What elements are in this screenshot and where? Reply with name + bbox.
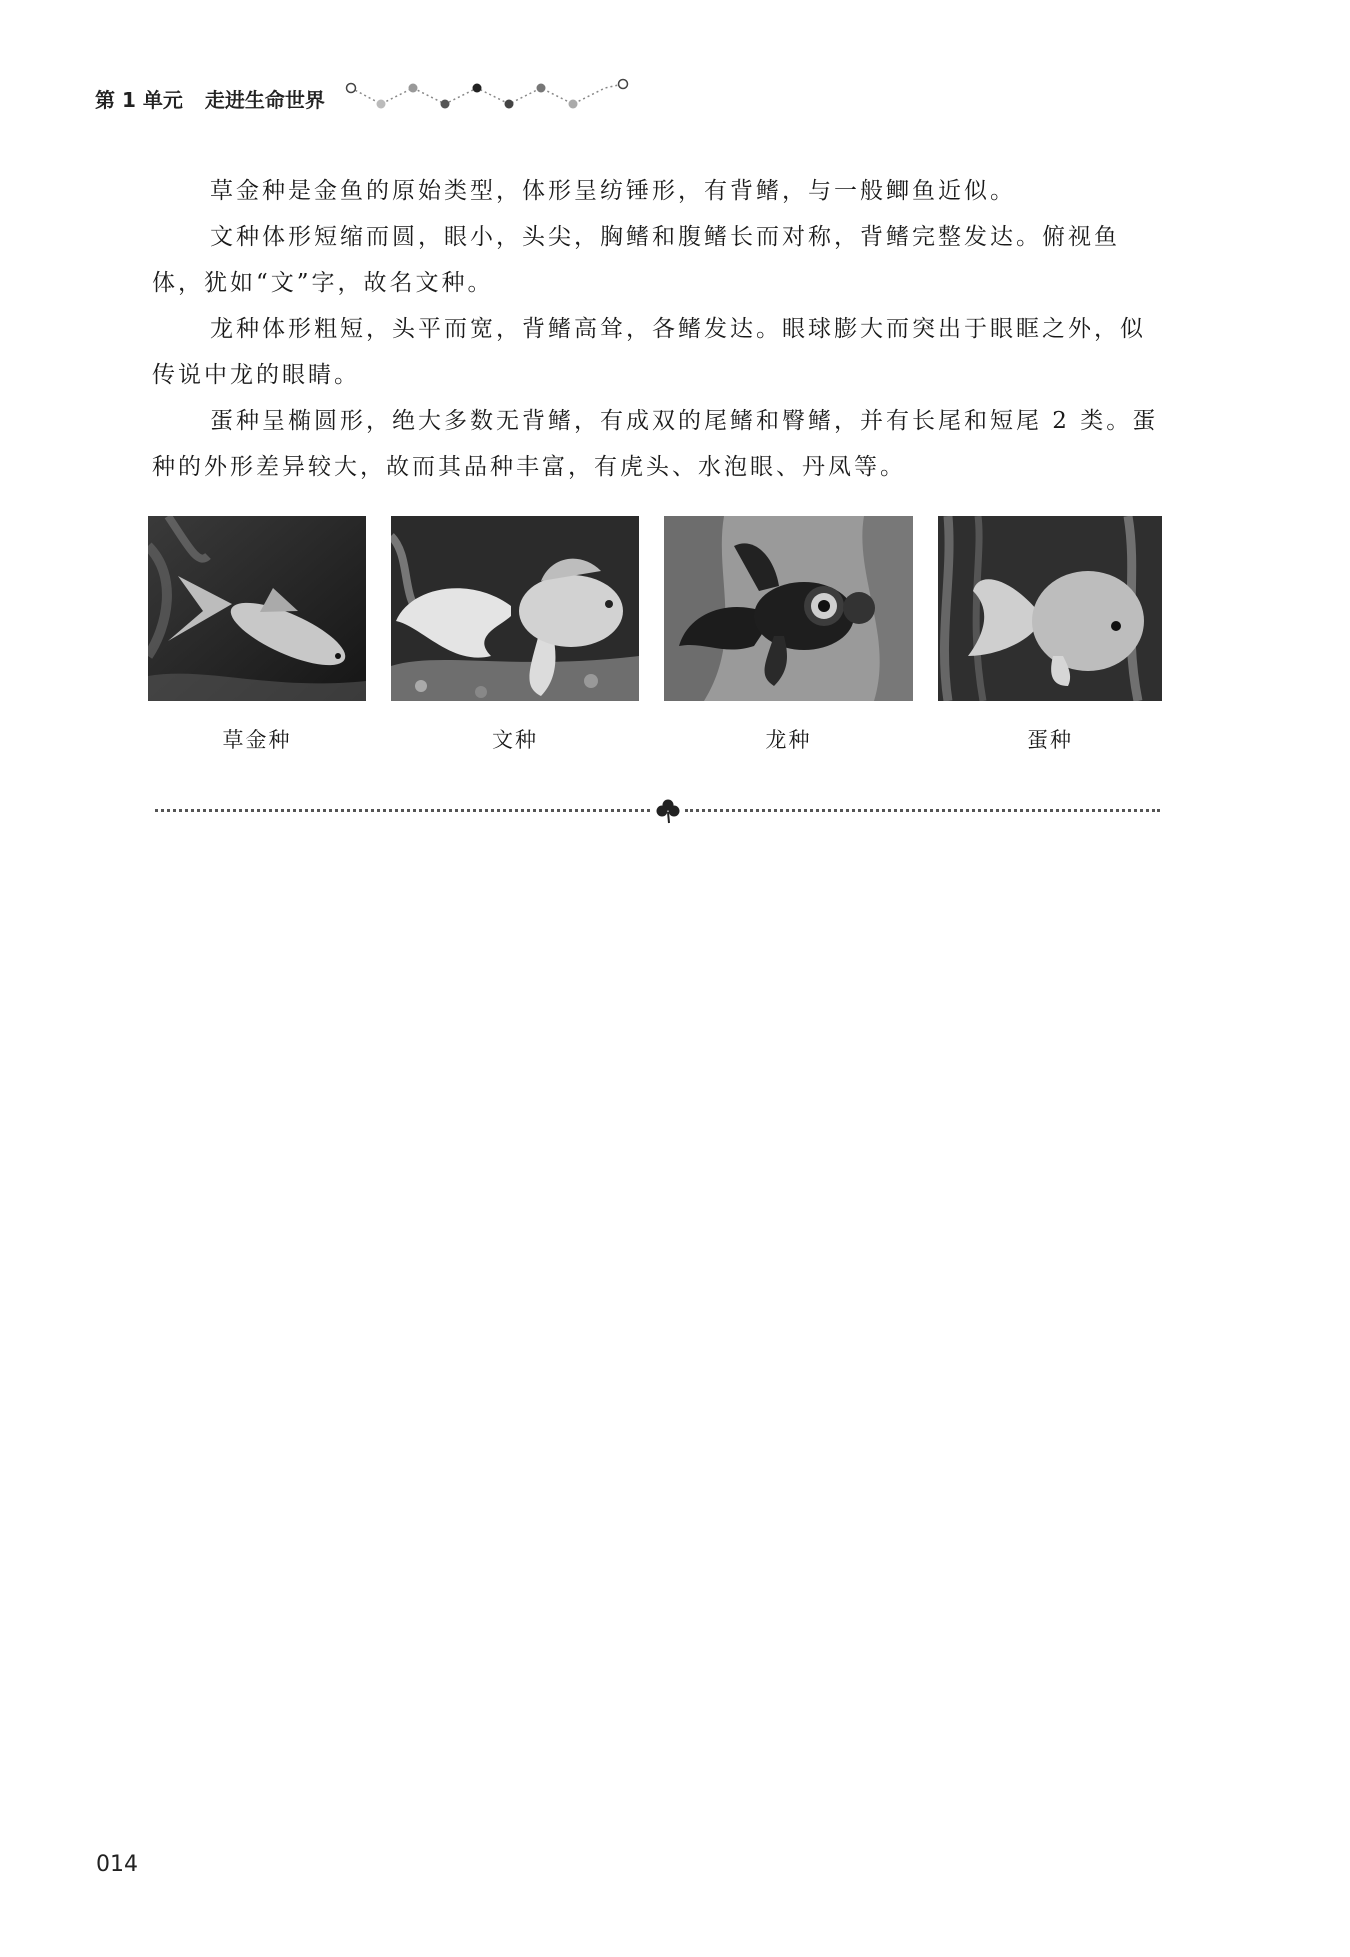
goldfish-figures [148,516,1162,760]
figure-long [664,516,913,752]
figure-caption: 文种 [492,728,538,752]
fantail-goldfish-photo [391,516,639,701]
figure-wen [391,516,639,752]
zigzag-ornament-icon [343,78,633,118]
paragraph-dan: 蛋种呈椭圆形，绝大多数无背鳍，有成双的尾鳍和臀鳍，并有长尾和短尾 2 类。蛋种的外形差异较大，故而其品种丰富，有虎头、水泡眼、丹凤等。 [152,408,1159,480]
body-text [152,168,1162,490]
divider-dots-left [155,809,650,812]
figure-caojin [148,516,366,752]
unit-title: 走进生命世界 [204,87,325,112]
paragraph-wen: 文种体形短缩而圆，眼小，头尖，胸鳍和腹鳍长而对称，背鳍完整发达。俯视鱼体，犹如“文”字，故名文种。 [152,224,1120,296]
paragraph-caojin: 草金种是金鱼的原始类型，体形呈纺锤形，有背鳍，与一般鲫鱼近似。 [210,178,1016,204]
telescope-eye-goldfish-photo [664,516,913,701]
figure-dan [938,516,1162,752]
page-number: 014 [96,1852,138,1877]
running-header [95,78,633,118]
figure-caption: 龙种 [765,728,812,752]
comet-goldfish-photo [148,516,366,701]
figure-caption: 草金种 [222,728,292,752]
egg-goldfish-photo [938,516,1162,701]
divider-dots-right [685,809,1160,812]
clover-icon [655,798,681,824]
paragraph-long: 龙种体形粗短，头平而宽，背鳍高耸，各鳍发达。眼球膨大而突出于眼眶之外，似传说中龙的眼睛。 [152,316,1146,388]
unit-label: 第 1 单元 [95,87,183,112]
figure-caption: 蛋种 [1027,728,1073,752]
section-divider [155,798,1160,824]
